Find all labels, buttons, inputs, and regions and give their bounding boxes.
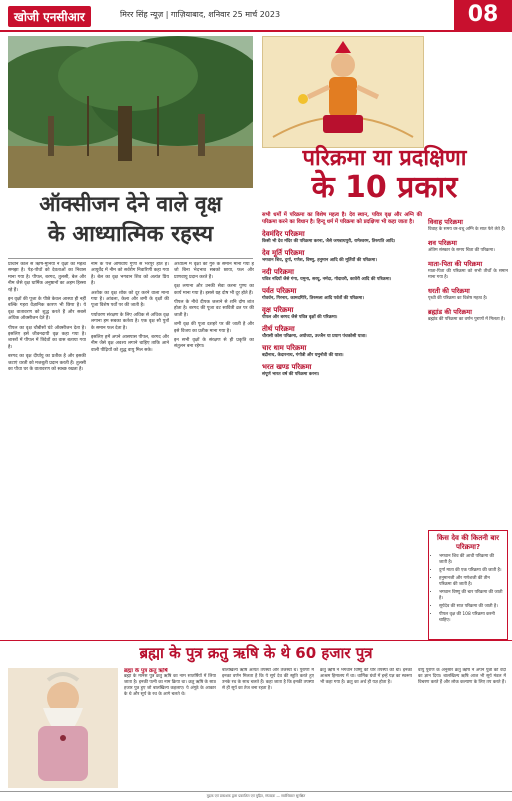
paragraph: अशोक का वृक्ष शोक को दूर करने वाला माना गया है। आंवला, केला और शमी के वृक्षों की पूजा विशेष पर्वों पर की जाती है। bbox=[91, 290, 169, 309]
paragraph: ब्रह्मा के मानस पुत्र क्रतु ऋषि का नाम सप्तर्षियों में लिया जाता है। इनकी पत्नी का नाम क्रिया था। क्रतु ऋषि के साठ हजार पुत्र हुए जो बालखिल्य कहलाए। ये अंगूठे के आकार के थे और सूर्य के रथ के आगे चलते थे। bbox=[124, 674, 216, 697]
type-text: किसी भी देव मंदिर की परिक्रमा करना, जैसे जगन्नाथपुरी, रामेश्वरम, तिरुपति आदि। bbox=[262, 239, 396, 244]
bottom-col-1 bbox=[124, 668, 216, 788]
sage-illustration bbox=[8, 668, 118, 788]
paragraph: बालखिल्य ऋषि अत्यंत तपस्वी और तेजस्वी थे। पुराणों में इनका वर्णन मिलता है कि ये सूर्य देव की स्तुति करते हुए उनके रथ के साथ चलते हैं। कहा जाता है कि इनकी तपस्या से ही सूर्य का तेज बना रहता है। bbox=[222, 668, 314, 691]
lead-paragraph: सभी धर्मों में परिक्रमा का विशेष महत्व है। देव स्थान, पवित्र वृक्ष और अग्नि की परिक्रमा करने का विधान है। हिन्दू धर्म में परिक्रमा को प्रदक्षिणा भी कहा जाता है। bbox=[262, 212, 422, 225]
section-label: खोजी एनसीआर bbox=[8, 6, 91, 27]
paragraph: शमी वृक्ष की पूजा दशहरे पर की जाती है और इसे विजय का प्रतीक माना गया है। bbox=[174, 322, 254, 334]
paragraph: पीपल के नीचे दीपक जलाने से शनि दोष शांत होता है। बरगद की पूजा वट सावित्री व्रत पर की जाती है। bbox=[174, 300, 254, 318]
paragraph: अध्यात्म में वृक्षों को गुरु के समान माना गया है जो बिना भेदभाव सबको छाया, फल और प्राणवायु प्रदान करते हैं। bbox=[174, 262, 254, 280]
type-text: अंतिम संस्कार के समय चिता की परिक्रमा। bbox=[428, 248, 495, 253]
paragraph: पीपल का वृक्ष चौबीसों घंटे ऑक्सीजन देता है। इसलिए इसे जीवनदायी वृक्ष कहा गया है। शास्त्रों में पीपल में त्रिदेवों का वास बताया गया है। bbox=[8, 325, 86, 350]
type-title: विवाह परिक्रमा bbox=[428, 218, 463, 226]
paragraph: इन सभी वृक्षों के संरक्षण से ही प्रकृति का संतुलन बना रहेगा। bbox=[174, 338, 254, 350]
type-title: देवमंदिर परिक्रमा bbox=[262, 230, 305, 238]
page-header bbox=[0, 0, 512, 30]
left-headline-line2: के आध्यात्मिक रहस्य bbox=[47, 222, 214, 247]
type-text: बद्रीनाथ, केदारनाथ, गंगोत्री और यमुनोत्री की यात्रा। bbox=[262, 353, 344, 358]
list-item: • दुर्गा माता की एक परिक्रमा की जाती है। bbox=[439, 568, 503, 574]
type-text: पवित्र नदियों जैसे गंगा, यमुना, सरयू, नर्मदा, गोदावरी, कावेरी आदि की परिक्रमा। bbox=[262, 277, 392, 282]
paragraph: वृक्ष लगाना और उनकी सेवा करना पुण्य का कार्य माना गया है। इससे ग्रह दोष भी दूर होते हैं। bbox=[174, 284, 254, 296]
right-headline bbox=[262, 146, 507, 204]
type-title: देव मूर्ति परिक्रमा bbox=[262, 249, 305, 257]
type-title: चार धाम परिक्रमा bbox=[262, 344, 307, 352]
paragraph: इन वृक्षों की पूजा के पीछे केवल आस्था ही नहीं बल्कि गहरा वैज्ञानिक कारण भी छिपा है। ये वृक्ष वातावरण को शुद्ध करते हैं और सबसे अधिक ऑक्सीजन देते हैं। bbox=[8, 297, 86, 322]
paragraph: पर्यावरण संरक्षण के लिए अधिक से अधिक वृक्ष लगाना हम सबका कर्तव्य है। एक वृक्ष सौ पुत्रों के समान फल देता है। bbox=[91, 312, 169, 331]
list-item: • पीपल वृक्ष की 108 परिक्रमा करनी चाहिए। bbox=[439, 612, 503, 624]
box-list bbox=[429, 554, 507, 624]
box-title: किस देव की कितनी बार परिक्रमा? bbox=[436, 534, 500, 551]
bottom-headline: ब्रह्मा के पुत्र क्रतु ऋषि के थे 60 हजार पुत्र bbox=[139, 644, 373, 662]
type-title: शव परिक्रमा bbox=[428, 239, 457, 247]
type-text: पीपल और बरगद जैसे पवित्र वृक्षों की परिक्रमा। bbox=[262, 315, 338, 320]
type-title: भरत खण्ड परिक्रमा bbox=[262, 363, 312, 371]
paragraph: इसलिए हमें अपने आसपास पीपल, बरगद और नीम जैसे वृक्ष अवश्य लगाने चाहिए ताकि आने वाली पीढ़ियों को शुद्ध वायु मिल सके। bbox=[91, 335, 169, 353]
type-text: पृथ्वी की परिक्रमा का विशेष महत्व है। bbox=[428, 296, 488, 301]
right-headline-line1: परिक्रमा या प्रदक्षिणा bbox=[302, 146, 467, 171]
tree-illustration bbox=[8, 36, 253, 188]
right-headline-line2: के 10 प्रकार bbox=[311, 170, 458, 205]
types-list bbox=[262, 231, 422, 378]
list-item: • सूर्यदेव की सात परिक्रमा की जाती है। bbox=[439, 604, 503, 610]
devotee-figure bbox=[263, 37, 423, 147]
dateline: मिरर सिंह न्यूज़ | गाज़ियाबाद, शनिवार 25 मार्च 2023 bbox=[120, 10, 281, 19]
type-title: तीर्थ परिक्रमा bbox=[262, 325, 295, 333]
type-title: धरती की परिक्रमा bbox=[428, 287, 470, 295]
header-rule bbox=[0, 30, 512, 32]
type-title: नदी परिक्रमा bbox=[262, 268, 294, 276]
type-title: पर्वत परिक्रमा bbox=[262, 287, 297, 295]
devotee-illustration bbox=[262, 36, 424, 148]
bottom-col-4 bbox=[418, 668, 506, 788]
list-item: • हनुमानजी और गणेशजी की तीन परिक्रमा की जाती है। bbox=[439, 576, 503, 588]
bottom-banner bbox=[0, 640, 512, 665]
type-title: माता-पिता की परिक्रमा bbox=[428, 260, 483, 268]
right-article-main bbox=[262, 212, 422, 378]
sage-figure bbox=[8, 668, 118, 788]
paragraph: प्राचीन काल से ऋषि-मुनियों ने वृक्षों का महत्व समझा है। पेड़-पौधों को देवताओं का निवास माना गया है। पीपल, बरगद, तुलसी, बेल और नीम जैसे वृक्ष धार्मिक अनुष्ठानों का अहम हिस्सा रहे हैं। bbox=[8, 262, 86, 293]
paragraph: क्रतु ऋषि ने भगवान विष्णु की घोर तपस्या की थी। इनका आश्रम हिमालय में था। धार्मिक ग्रंथों में इन्हें यज्ञ का स्वरूप भी कहा गया है। क्रतु का अर्थ ही यज्ञ होता है। bbox=[320, 668, 412, 685]
right-side-column bbox=[428, 212, 508, 323]
paragraph: नीम के पत्ते औषधीय गुणों से भरपूर होते हैं। आयुर्वेद में नीम को सर्वरोग निवारिणी कहा गया है। बेल का वृक्ष भगवान शिव को अत्यंत प्रिय है। bbox=[91, 262, 169, 287]
list-item: • भगवान विष्णु की चार परिक्रमा की जाती है। bbox=[439, 590, 503, 602]
type-text: चौरासी कोस परिक्रमा, अयोध्या, उज्जैन या प्रयाग पंचकोसी यात्रा। bbox=[262, 334, 367, 339]
left-col-2 bbox=[91, 262, 169, 634]
bottom-col-3 bbox=[320, 668, 412, 788]
page-footer: मुद्रक एवं प्रकाशक द्वारा प्रकाशित एवं मुद्रित, संपादक — सर्वाधिकार सुरक्षित bbox=[0, 791, 512, 801]
left-col-1 bbox=[8, 262, 86, 634]
type-text: संपूर्ण भारत वर्ष की परिक्रमा करना। bbox=[262, 372, 320, 377]
type-text: माता-पिता की परिक्रमा को सभी तीर्थों के समान माना गया है। bbox=[428, 269, 508, 280]
type-text: ब्रह्मांड की परिक्रमा का वर्णन पुराणों में मिलता है। bbox=[428, 317, 506, 322]
list-item: • भगवान शिव की आधी परिक्रमा की जाती है। bbox=[439, 554, 503, 566]
left-headline-line1: ऑक्सीजन देने वाले वृक्ष bbox=[39, 192, 222, 216]
paragraph: वायु पुराण के अनुसार क्रतु ऋषि ने अपने पुत्रों को वेदों का ज्ञान दिया। बालखिल्य ऋषि आज भी सूर्य मंडल में विचरण करते हैं और लोक कल्याण के लिए तप करते हैं। bbox=[418, 668, 506, 685]
type-text: भगवान शिव, दुर्गा, गणेश, विष्णु, हनुमान आदि की मूर्तियों की परिक्रमा। bbox=[262, 258, 377, 263]
left-headline bbox=[8, 188, 253, 259]
page-number: 08 bbox=[454, 0, 512, 30]
paragraph: बरगद का वृक्ष दीर्घायु का प्रतीक है और इसकी जटाएं धरती को मजबूती प्रदान करती हैं। तुलसी का पौधा घर के वातावरण को स्वच्छ रखता है। bbox=[8, 354, 86, 373]
parikrama-count-box bbox=[428, 530, 508, 640]
left-col-3 bbox=[174, 262, 254, 634]
bottom-subhead: ब्रह्मा के पुत्र क्रतु ऋषि bbox=[124, 668, 168, 674]
tree-photo bbox=[8, 36, 253, 188]
type-text: विवाह के समय वर-वधू अग्नि के सात फेरे लेते हैं। bbox=[428, 227, 506, 232]
type-text: गोवर्धन, गिरनार, कामदगिरि, तिरुमला आदि पर्वतों की परिक्रमा। bbox=[262, 296, 364, 301]
type-title: ब्रह्मांड की परिक्रमा bbox=[428, 308, 472, 316]
type-title: वृक्ष परिक्रमा bbox=[262, 306, 294, 314]
bottom-col-2 bbox=[222, 668, 314, 788]
